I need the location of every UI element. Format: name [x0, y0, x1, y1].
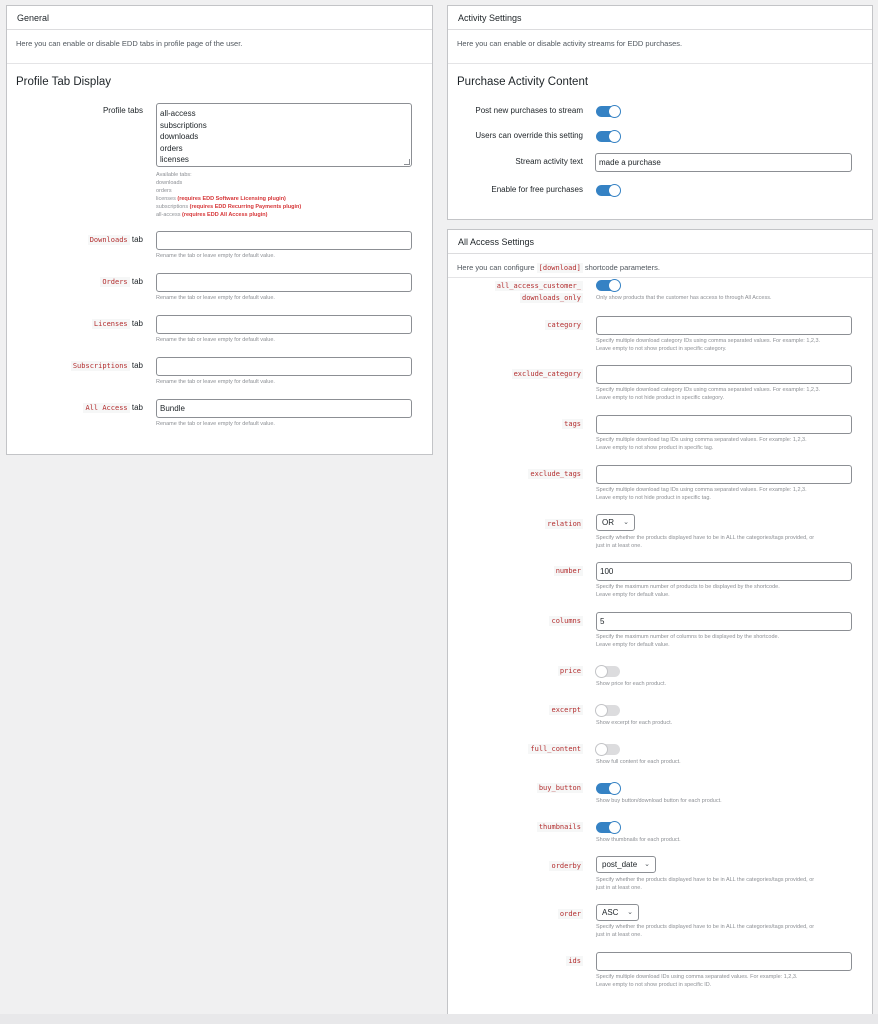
subscriptions-tab-help: Rename the tab or leave empty for default value. — [156, 379, 275, 385]
excerpt-label: excerpt — [551, 706, 581, 714]
activity-panel-desc: Here you can enable or disable activity streams for EDD purchases. — [448, 30, 872, 64]
number-label: number — [555, 567, 581, 575]
tags-input[interactable] — [596, 415, 852, 434]
available-tab-item: subscriptions (requires EDD Recurring Payments plugin) — [156, 204, 302, 210]
columns-help: Specify the maximum number of columns to be displayed by the shortcode. Leave empty for default value. — [596, 634, 780, 648]
general-panel-desc: Here you can enable or disable EDD tabs in profile page of the user. — [7, 30, 432, 64]
free-purchases-label: Enable for free purchases — [491, 185, 583, 194]
exclude-tags-help: Specify multiple download tag IDs using comma separated values. For example: 1,2,3. Leave empty to not hide product in specific tag. — [596, 487, 807, 501]
tags-help: Specify multiple download tag IDs using comma separated values. For example: 1,2,3. Leave empty to not show product in specific tag. — [596, 437, 807, 451]
stream-activity-text-input[interactable]: made a purchase — [595, 153, 852, 172]
available-tab-item: downloads — [156, 180, 183, 186]
customer-downloads-only-help: Only show products that the customer has access to through All Access. — [596, 295, 772, 301]
price-toggle[interactable] — [596, 666, 620, 677]
all-access-panel-desc: Here you can configure [download] shortcode parameters. — [448, 254, 872, 278]
downloads-tab-input[interactable] — [156, 231, 412, 250]
profile-tab-option: orders — [160, 143, 183, 153]
activity-settings-panel — [447, 5, 873, 220]
general-panel-title: General — [7, 6, 432, 30]
orders-tab-input[interactable] — [156, 273, 412, 292]
resize-handle-icon[interactable] — [404, 159, 410, 165]
general-panel — [6, 5, 433, 455]
buy-button-label: buy_button — [538, 784, 581, 792]
exclude-category-help: Specify multiple download category IDs using comma separated values. For example: 1,2,3. Leave empty to not hide product in specific category. — [596, 387, 821, 401]
ids-label: ids — [568, 957, 581, 965]
relation-select[interactable]: OR ⌄ — [596, 514, 635, 531]
number-input[interactable]: 100 — [596, 562, 852, 581]
available-tabs-note — [156, 171, 301, 219]
available-tabs-title: Available tabs: — [156, 172, 192, 178]
available-tab-item: licenses (requires EDD Software Licensing plugin) — [156, 196, 286, 202]
full-content-label: full_content — [530, 745, 581, 753]
relation-help: Specify whether the products displayed have to be in ALL the categories/tags provided, or just in at least one. — [596, 535, 815, 549]
downloads-tab-label: Downloads tab — [89, 235, 143, 244]
category-label: category — [547, 321, 581, 329]
post-new-purchases-label: Post new purchases to stream — [475, 106, 583, 115]
orderby-label: orderby — [551, 862, 581, 870]
thumbnails-help: Show thumbnails for each product. — [596, 837, 681, 843]
purchase-activity-content-title: Purchase Activity Content — [457, 76, 589, 88]
licenses-tab-help: Rename the tab or leave empty for default value. — [156, 337, 275, 343]
all-access-tab-help: Rename the tab or leave empty for default value. — [156, 421, 275, 427]
price-label: price — [559, 667, 581, 675]
tags-label: tags — [564, 420, 581, 428]
full-content-toggle[interactable] — [596, 744, 620, 755]
thumbnails-label: thumbnails — [538, 823, 581, 831]
subscriptions-tab-label: Subscriptions tab — [72, 361, 143, 370]
price-help: Show price for each product. — [596, 681, 667, 687]
chevron-down-icon: ⌄ — [627, 909, 633, 916]
buy-button-toggle[interactable] — [596, 783, 620, 794]
exclude-category-label: exclude_category — [513, 370, 581, 378]
order-select[interactable]: ASC ⌄ — [596, 904, 639, 921]
order-label: order — [559, 910, 581, 918]
exclude-category-input[interactable] — [596, 365, 852, 384]
page-footer-strip — [0, 1014, 878, 1024]
orders-tab-label: Orders tab — [102, 277, 143, 286]
number-help: Specify the maximum number of products to be displayed by the shortcode. Leave empty for default value. — [596, 584, 780, 598]
relation-label: relation — [547, 520, 581, 528]
buy-button-help: Show buy button/download button for each product. — [596, 798, 722, 804]
exclude-tags-label: exclude_tags — [530, 470, 581, 478]
order-help: Specify whether the products displayed have to be in ALL the categories/tags provided, or just in at least one. — [596, 924, 815, 938]
orders-tab-help: Rename the tab or leave empty for default value. — [156, 295, 275, 301]
downloads-tab-help: Rename the tab or leave empty for default value. — [156, 253, 275, 259]
licenses-tab-label: Licenses tab — [93, 319, 143, 328]
users-override-label: Users can override this setting — [475, 131, 583, 140]
orderby-select[interactable]: post_date ⌄ — [596, 856, 656, 873]
orderby-help: Specify whether the products displayed have to be in ALL the categories/tags provided, or just in at least one. — [596, 877, 815, 891]
thumbnails-toggle[interactable] — [596, 822, 620, 833]
profile-tab-option: all-access — [160, 109, 196, 118]
all-access-tab-label: All Access tab — [85, 403, 143, 412]
licenses-tab-input[interactable] — [156, 315, 412, 334]
free-purchases-toggle[interactable] — [596, 185, 620, 196]
full-content-help: Show full content for each product. — [596, 759, 681, 765]
profile-tab-option: subscriptions — [160, 120, 207, 130]
ids-input[interactable] — [596, 952, 852, 971]
subscriptions-tab-input[interactable] — [156, 357, 412, 376]
chevron-down-icon: ⌄ — [644, 861, 650, 868]
all-access-tab-input[interactable]: Bundle — [156, 399, 412, 418]
chevron-down-icon: ⌄ — [623, 519, 629, 526]
category-input[interactable] — [596, 316, 852, 335]
users-override-toggle[interactable] — [596, 131, 620, 142]
columns-input[interactable]: 5 — [596, 612, 852, 631]
available-tab-item: orders — [156, 188, 172, 194]
customer-downloads-only-toggle[interactable] — [596, 280, 620, 291]
profile-tabs-textarea[interactable] — [156, 103, 412, 167]
exclude-tags-input[interactable] — [596, 465, 852, 484]
all-access-settings-panel — [447, 229, 873, 1015]
post-new-purchases-toggle[interactable] — [596, 106, 620, 117]
profile-tab-option: licenses — [160, 155, 189, 164]
profile-tab-option: downloads — [160, 132, 199, 141]
available-tab-item: all-access (requires EDD All Access plugin) — [156, 212, 268, 218]
excerpt-toggle[interactable] — [596, 705, 620, 716]
activity-panel-title: Activity Settings — [448, 6, 872, 30]
category-help: Specify multiple download category IDs using comma separated values. For example: 1,2,3. Leave empty to not show product in specific category. — [596, 338, 821, 352]
profile-tabs-label: Profile tabs — [102, 106, 143, 115]
download-shortcode-code: [download] — [538, 264, 581, 272]
columns-label: columns — [551, 617, 581, 625]
all-access-panel-title: All Access Settings — [448, 230, 872, 254]
customer-downloads-only-label: all_access_customer_ downloads_only — [496, 282, 581, 302]
excerpt-help: Show excerpt for each product. — [596, 720, 673, 726]
stream-activity-text-label: Stream activity text — [515, 157, 583, 166]
ids-help: Specify multiple download IDs using comma separated values. For example: 1,2,3. Leave empty to not show product in specific ID. — [596, 974, 798, 988]
profile-tab-display-title: Profile Tab Display — [16, 76, 112, 88]
